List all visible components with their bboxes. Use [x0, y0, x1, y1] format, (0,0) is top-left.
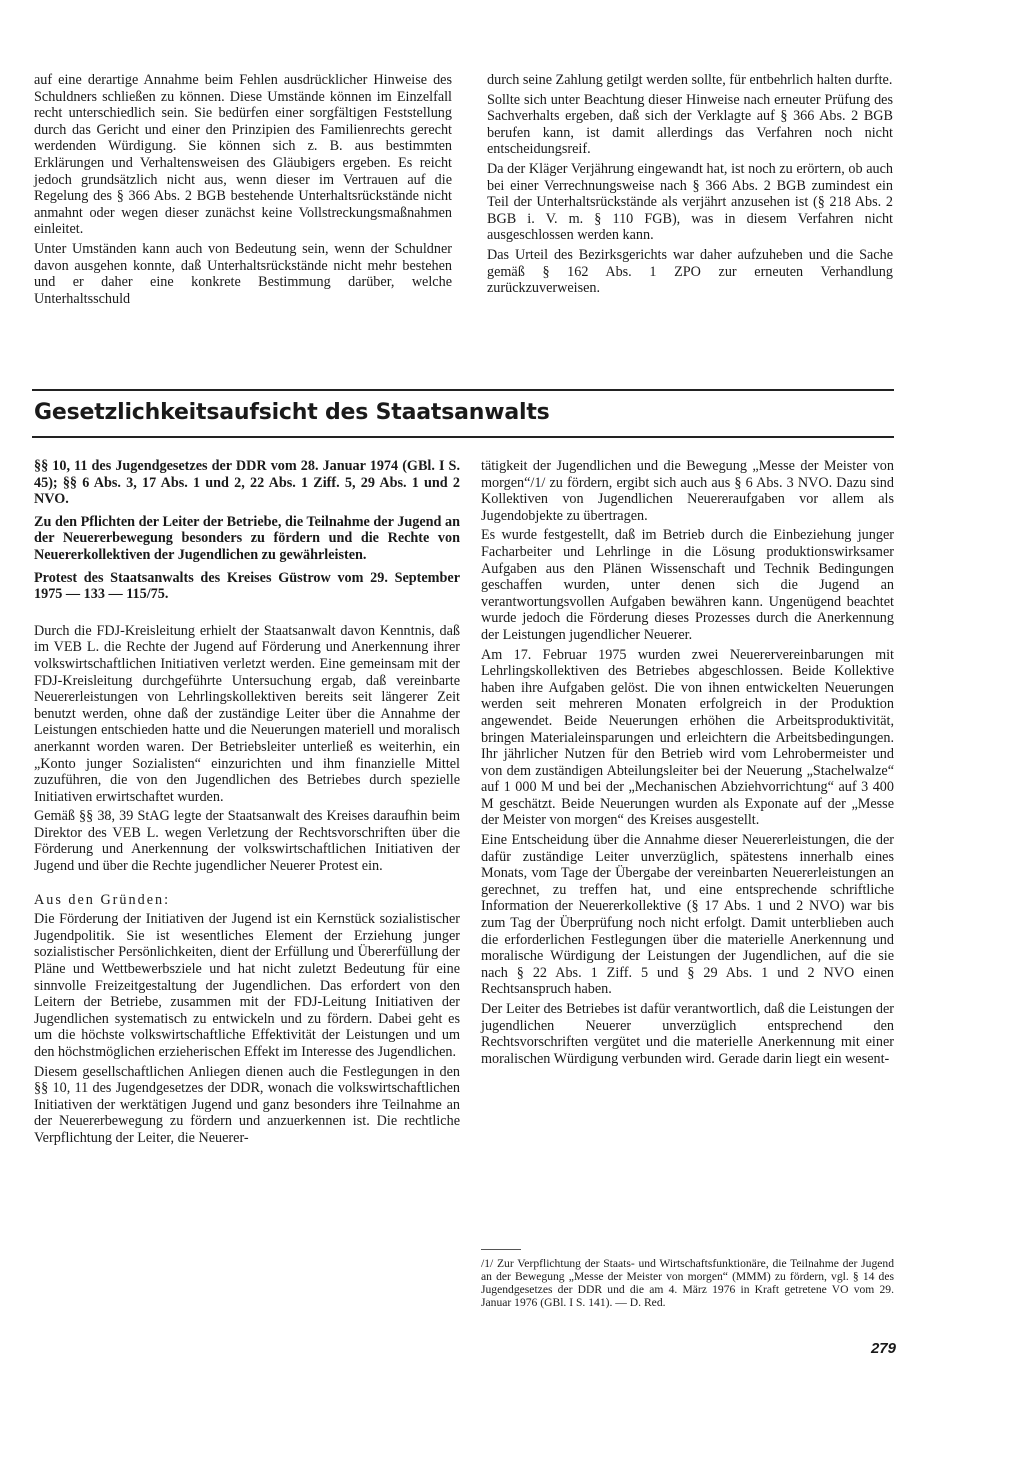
- footnote: /1/ Zur Verpflichtung der Staats- und Wirtschaftsfunktionäre, die Teilnahme der Jugend an der Bewegung „Messe der Meister von morgen“ (MMM) zu fördern, vgl. § 14 des Jugendgesetzes der DDR und die am 4. März 1976 in Kraft getretene VO vom 29. Januar 1976 (GBl. I S. 141). — D. Red.: [481, 1257, 894, 1309]
- paragraph: Die Förderung der Initiativen der Jugend ist ein Kernstück sozialistischer Jugendpolitik. Sie ist wesentliches Element der Erziehung junger sozialistischer Persönlichkeiten, dient der Erfüllung und Übererfüllung der Pläne und Wettbewerbsziele und hat nicht zuletzt Bedeutung für eine sinnvolle Freizeitgestaltung der Jugendlichen. Das erfordert von den Leitern der Betriebe, zusammen mit der FDJ-Leitung Initiativen der Jugendlichen systematisch zu entwickeln und zu fördern. Dabei geht es um die höchste volkswirtschaftliche Effektivität der Leistungen und um den höchstmöglichen erzieherischen Effekt im Interesse des Jugendlichen.: [34, 911, 460, 1060]
- bottom-right-column: [481, 458, 894, 1070]
- grounds-heading: Aus den Gründen:: [34, 891, 171, 908]
- section-title: Gesetzlichkeitsaufsicht des Staatsanwalts: [34, 400, 550, 425]
- paragraph: tätigkeit der Jugendlichen und die Bewegung „Messe der Meister von morgen“/1/ zu fördern, ergibt sich auch aus § 6 Abs. 3 NVO. Dazu sind Kollektiven von Jugendlichen Neuereraufgaben vor allem als Jugendobjekte zu übertragen.: [481, 458, 894, 524]
- paragraph: Es wurde festgestellt, daß im Betrieb durch die Einbeziehung junger Facharbeiter und Lehrlinge in die Lösung produktionswirksamer Aufgaben aus den Plänen Wissenschaft und Technik Bedingungen geschaffen wurden, unter denen sich die Jugend an verantwortungsvollen Aufgaben bewähren kann. Ungenügend beachtet wurde jedoch die Förderung dieses Prozesses durch die Anerkennung der Leistungen jugendlicher Neuerer.: [481, 527, 894, 643]
- paragraph: Eine Entscheidung über die Annahme dieser Neuererleistungen, die der dafür zuständige Leiter unverzüglich, spätestens innerhalb eines Monats, vom Tage der Übergabe der vereinbarten Neuererleistungen an gerechnet, zu treffen hat, und eine entsprechende schriftliche Information der Neuererkollektive (§ 17 Abs. 1 und 2 NVO) war bis zum Tag der Überprüfung noch nicht erfolgt. Damit unterblieben auch die erforderlichen Festlegungen über die materielle Anerkennung und moralische Würdigung der Leistungen der Jugendlichen, auf die sie nach § 22 Abs. 1 Ziff. 5 und § 29 Abs. 1 und 2 NVO einen Rechtsanspruch haben.: [481, 832, 894, 998]
- legal-references: §§ 10, 11 des Jugendgesetzes der DDR vom 28. Januar 1974 (GBl. I S. 45); §§ 6 Abs. 3, 17 Abs. 1 und 2, 22 Abs. 1 Ziff. 5, 29 Abs. 1 und 2 NVO.: [34, 458, 460, 508]
- section-rule-top: [32, 389, 894, 391]
- case-headnote: Zu den Pflichten der Leiter der Betriebe, die Teilnahme der Jugend an der Neuererbewegung besonders zu fördern und die Rechte von Neuererkollektiven der Jugendlichen zu gewährleisten.: [34, 513, 460, 563]
- top-left-column: [34, 72, 452, 310]
- top-right-column: [487, 72, 893, 300]
- spacer: [34, 609, 460, 623]
- paragraph: Durch die FDJ-Kreisleitung erhielt der Staatsanwalt davon Kenntnis, daß im VEB L. die Rechte der Jugend auf Förderung und Anerkennung ihrer volkswirtschaftlichen Initiativen verletzt werden. Eine gemeinsam mit der FDJ-Kreisleitung durchgeführte Untersuchung ergab, daß vereinbarte Neuererleistungen von Lehrlingskollektiven bereits seit längerer Zeit benutzt werden, ohne daß der zuständige Leiter über die Annahme der Leistungen entschieden hatte und die Neuerungen materiell und moralisch anerkannt worden waren. Der Betriebsleiter unterließ es weiterhin, ein „Konto junger Sozialisten“ einzurichten und ihm finanzielle Mittel zuzuführen, die von den Jugendlichen des Betriebes durch spezielle Initiativen erwirtschaftet wurden.: [34, 622, 460, 805]
- paragraph: Am 17. Februar 1975 wurden zwei Neuerervereinbarungen mit Lehrlingskollektiven des Betriebes abgeschlossen. Beide Kollektive haben ihre Aufgaben gelöst. Die von ihnen entwickelten Neuerungen werden seit mehreren Monaten erfolgreich in der Produktion angewendet. Beide Neuerungen erhöhen die Arbeitsproduktivität, bringen Materialeinsparungen und erleichtern die Arbeitsbedingungen. Ihr jährlicher Nutzen für den Betrieb wird vom Lehrobermeister und von dem zuständigen Abteilungsleiter bei der Neuerung „Stachelwalze“ auf 1 000 M und bei der „Mechanischen Abziehvorrichtung“ auf 3 400 M geschätzt. Beide Neuerungen wurden als Exponate auf der „Messe der Meister von morgen“ des Kreises ausgestellt.: [481, 646, 894, 829]
- paragraph: Da der Kläger Verjährung eingewandt hat, ist noch zu erörtern, ob auch bei einer Verrechnungsweise nach § 366 Abs. 2 BGB zumindest ein Teil der Unterhaltsrückstände als verjährt anzusehen ist (§ 218 Abs. 2 BGB i. V. m. § 110 FGB), was in diesem Verfahren nicht ausgeschlossen werden kann.: [487, 160, 893, 244]
- paragraph: Der Leiter des Betriebes ist dafür verantwortlich, daß die Leistungen der jugendlichen Neuerer unverzüglich entsprechend den Rechtsvorschriften vergütet und die materielle Anerkennung mit einer moralischen Würdigung verbunden wird. Gerade darin liegt ein wesent-: [481, 1001, 894, 1067]
- case-header: [34, 458, 460, 603]
- case-citation: Protest des Staatsanwalts des Kreises Güstrow vom 29. September 1975 — 133 — 115/75.: [34, 569, 460, 603]
- paragraph: durch seine Zahlung getilgt werden sollte, für entbehrlich halten durfte.: [487, 72, 893, 88]
- paragraph: Sollte sich unter Beachtung dieser Hinweise nach erneuter Prüfung des Sachverhalts ergeben, daß sich der Verklagte auf § 366 Abs. 2 BGB berufen kann, ist damit allerdings das Verfahren noch nicht entscheidungsreif.: [487, 91, 893, 158]
- page-number: 279: [870, 1340, 896, 1357]
- paragraph: Unter Umständen kann auch von Bedeutung sein, wenn der Schuldner davon ausgehen konnte, daß Unterhaltsrückstände nicht mehr bestehen und er daher eine konkrete Bestimmung darüber, welche Unterhaltsschuld: [34, 240, 452, 307]
- paragraph: Diesem gesellschaftlichen Anliegen dienen auch die Festlegungen in den §§ 10, 11 des Jugendgesetzes der DDR, wonach die volkswirtschaftlichen Initiativen der werktätigen Jugend und ganz besonders ihre Teilnahme an der Neuererbewegung zu fördern und anzuerkennen ist. Die rechtliche Verpflichtung der Leiter, die Neuerer-: [34, 1063, 460, 1146]
- bottom-left-column: [34, 458, 460, 1150]
- paragraph: auf eine derartige Annahme beim Fehlen ausdrücklicher Hinweise des Schuldners schließen zu können. Diese Umstände können im Einzelfall recht unterschiedlich sein. Sie bedürfen einer sorgfältigen Feststellung durch das Gericht und einer den Prinzipien des Familienrechts gerecht werdenden Würdigung. Sie können sich z. B. aus bestimmten Erklärungen und Verhaltensweisen des Gläubigers ergeben. Es reicht jedoch grundsätzlich nicht aus, wenn dieser im Vertrauen auf die Regelung des § 366 Abs. 2 BGB bestehende Unterhaltsrückstände nicht anmahnt oder wegen dieser zunächst keine Vollstreckungsmaßnahmen einleitet.: [34, 72, 452, 238]
- paragraph: Das Urteil des Bezirksgerichts war daher aufzuheben und die Sache gemäß § 162 Abs. 1 ZPO zur erneuten Verhandlung zurückzuverweisen.: [487, 246, 893, 297]
- spacer: [34, 878, 460, 892]
- paragraph: Gemäß §§ 38, 39 StAG legte der Staatsanwalt des Kreises daraufhin beim Direktor des VEB L. wegen Verletzung der Rechtsvorschriften über die Förderung und Anerkennung der volkswirtschaftlichen Initiativen der Jugend und über die Rechte jugendlicher Neuerer Protest ein.: [34, 808, 460, 875]
- footnote-rule: [481, 1249, 521, 1250]
- section-rule-bottom: [32, 436, 894, 438]
